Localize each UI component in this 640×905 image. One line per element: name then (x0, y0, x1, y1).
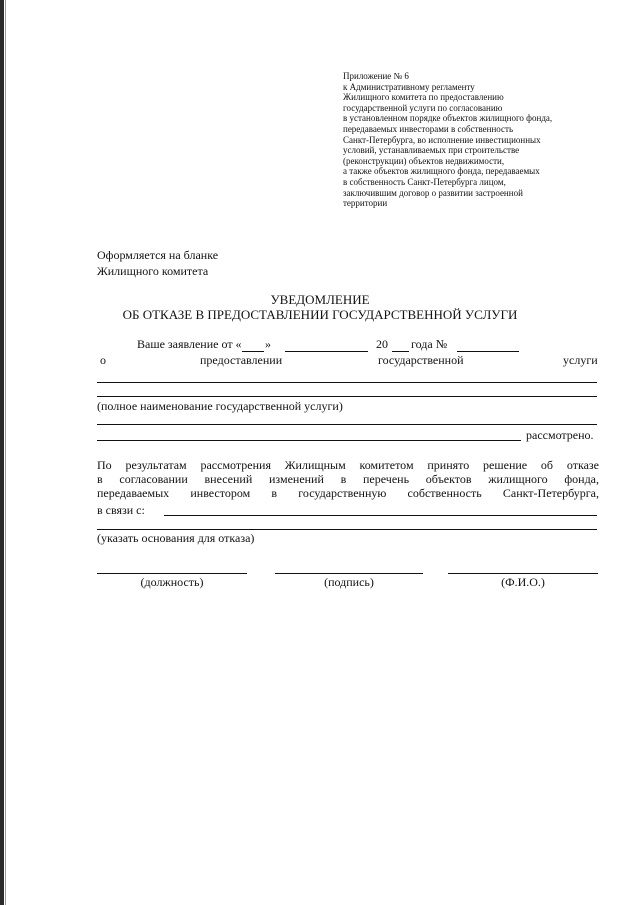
appendix-line: Санкт-Петербурга, во исполнение инвестиционных (343, 134, 541, 145)
appendix-line: а также объектов жилищного фонда, передаваемых (343, 166, 540, 177)
service-name-field-2[interactable] (97, 396, 597, 397)
appendix-line: Приложение № 6 (343, 71, 409, 81)
full-name-caption: (Ф.И.О.) (501, 575, 545, 589)
word-o: о (100, 353, 106, 367)
service-name-field-3[interactable] (97, 424, 597, 425)
decision-line2: в согласовании внесений изменений в перечень объектов жилищного фонда, (97, 472, 599, 487)
reason-caption: (указать основания для отказа) (97, 531, 255, 545)
service-name-field-1[interactable] (97, 382, 597, 383)
application-prefix: Ваше заявление от « (137, 337, 242, 351)
year-suffix: года № (411, 337, 448, 351)
appendix-line: территории (343, 198, 388, 209)
form-note-line1: Оформляется на бланке (97, 248, 219, 262)
scan-edge-shadow (5, 0, 6, 905)
appendix-line: к Административному регламенту (343, 81, 475, 92)
decision-paragraph (97, 458, 599, 501)
considered-text: рассмотрено. (526, 428, 594, 442)
appendix-line: передаваемых инвесторами в собственность (343, 123, 514, 134)
document-title: УВЕДОМЛЕНИЕ (270, 292, 370, 307)
decision-line1: По результатам рассмотрения Жилищным комитетом принято решение об отказе (97, 458, 599, 472)
appendix-line: Жилищного комитета по предоставлению (343, 92, 504, 103)
appendix-line: государственной услуги по согласованию (343, 102, 503, 113)
application-quote-close: » (265, 337, 271, 351)
word-provision: предоставлении (200, 353, 283, 367)
month-field[interactable] (285, 351, 368, 352)
appendix-line: в установленном порядке объектов жилищного фонда, (343, 113, 553, 124)
appendix-line: условий, устанавливаемых при строительстве (343, 145, 520, 156)
reason-field-2[interactable] (97, 529, 597, 530)
decision-line3: передаваемых инвестором в государственную собственность Санкт-Петербурга, (97, 486, 599, 501)
word-service: услуги (563, 353, 598, 367)
form-note (97, 247, 218, 279)
service-name-caption: (полное наименование государственной услуги) (97, 399, 343, 413)
position-field[interactable] (97, 573, 247, 574)
signature-caption: (подпись) (324, 575, 374, 589)
application-number-field[interactable] (457, 351, 519, 352)
appendix-line: (реконструкции) объектов недвижимости, (343, 155, 505, 166)
form-note-line2: Жилищного комитета (97, 264, 209, 278)
signature-field[interactable] (275, 573, 423, 574)
scan-edge (0, 0, 4, 905)
decision-line4-prefix: в связи с: (97, 503, 145, 517)
day-field[interactable] (242, 351, 264, 352)
service-name-field-4[interactable] (97, 440, 521, 441)
year-field[interactable] (392, 351, 409, 352)
appendix-line: заключившим договор о развитии застроенной (343, 187, 523, 198)
full-name-field[interactable] (448, 573, 598, 574)
document-subtitle: ОБ ОТКАЗЕ В ПРЕДОСТАВЛЕНИИ ГОСУДАРСТВЕННОЙ УСЛУГИ (122, 307, 518, 322)
appendix-line: в собственность Санкт-Петербурга лицом, (343, 176, 506, 187)
word-state: государственной (378, 353, 464, 367)
year-prefix: 20 (376, 337, 388, 351)
appendix-header (343, 71, 613, 209)
reason-field-1[interactable] (164, 515, 597, 516)
position-caption: (должность) (140, 575, 204, 589)
